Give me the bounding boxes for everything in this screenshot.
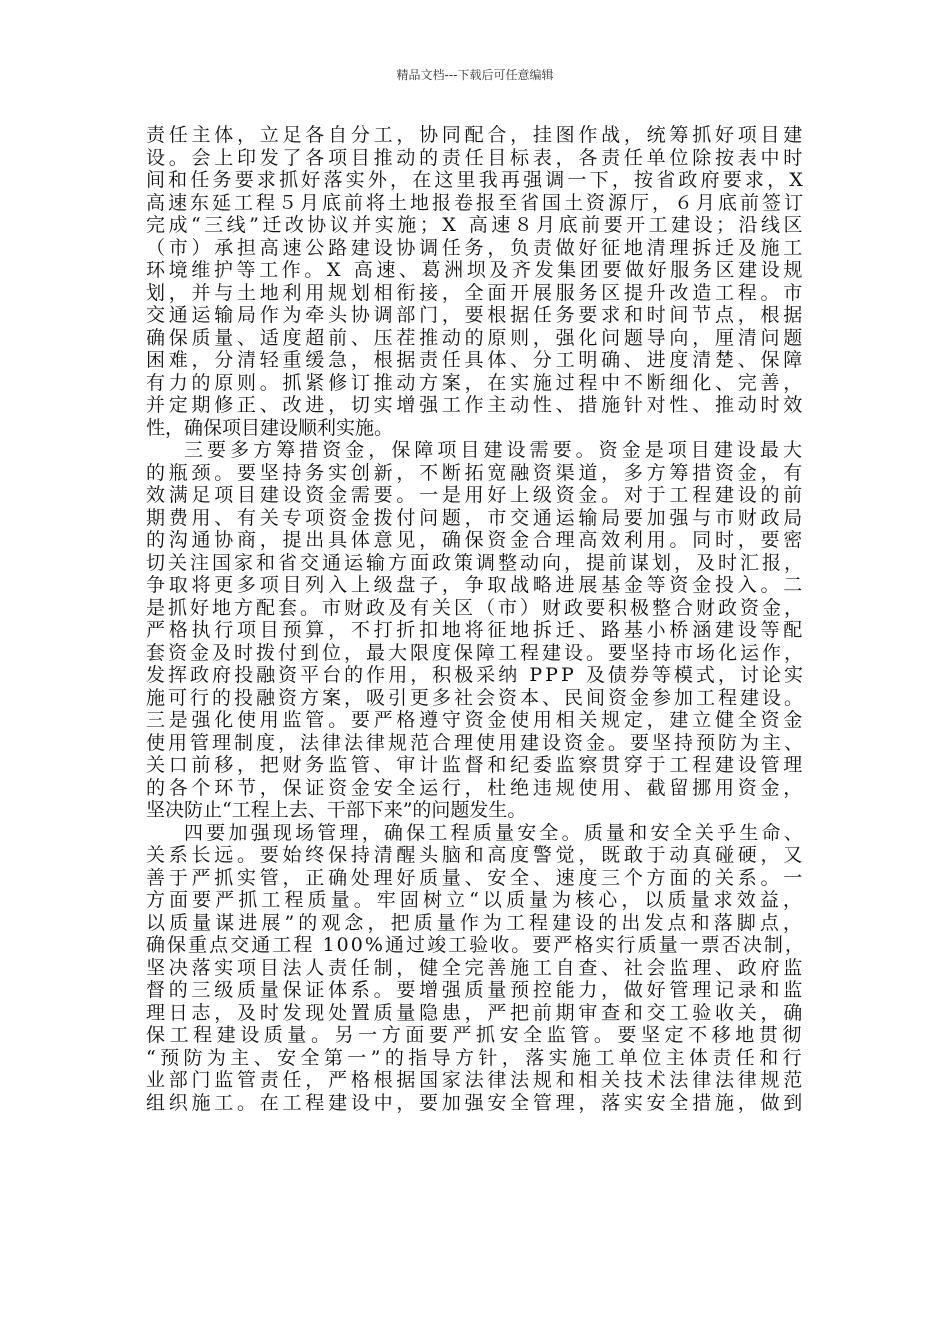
text-line: 确保重点交通工程 100%通过竣工验收。要严格实行质量一票否决制，	[146, 934, 806, 956]
text-line: 坚决防止“工程上去、干部下来”的问题发生。	[146, 799, 527, 821]
text-line: 善于严抓实管，正确处理好质量、安全、速度三个方面的关系。一	[146, 866, 806, 889]
text-line: 有力的原则。抓紧修订推动方案，在实施过程中不断细化、完善，	[146, 371, 806, 394]
text-line: 确保质量、适度超前、压茬推动的原则，强化问题导向，厘清问题	[146, 326, 806, 349]
text-line: 方面要严抓工程质量。牢固树立“以质量为核心，以质量求效益，	[146, 889, 806, 911]
text-line: 理日志，及时发现处置质量隐患，严把前期审查和交工验收关，确	[146, 1001, 806, 1024]
text-line: 关口前移，把财务监管、审计监督和纪委监察贯穿于工程建设管理	[146, 754, 806, 776]
page-header: 精品文档---下载后可任意编辑	[396, 68, 554, 82]
text-line: 间和任务要求抓好落实外，在这里我再强调一下，按省政府要求，X	[146, 169, 806, 191]
text-line: 关系长远。要始终保持清醒头脑和高度警觉，既敢于动真碰硬，又	[146, 844, 806, 866]
text-line: 三要多方筹措资金，保障项目建设需要。资金是项目建设最大	[184, 439, 806, 461]
text-line: “预防为主、安全第一”的指导方针，落实施工单位主体责任和行	[146, 1046, 806, 1069]
text-line: 完成“三线”迁改协议并实施；X 高速８月底前要开工建设；沿线区	[146, 214, 806, 236]
text-line: 并定期修正、改进，切实增强工作主动性、措施针对性、推动时效	[146, 394, 806, 416]
text-line: 的各个环节，保证资金安全运行，杜绝违规使用、截留挪用资金，	[146, 776, 806, 799]
text-line: 是抓好地方配套。市财政及有关区（市）财政要积极整合财政资金，	[146, 596, 806, 619]
text-line: 设。会上印发了各项目推动的责任目标表，各责任单位除按表中时	[146, 146, 806, 169]
text-line: 严格执行项目预算，不打折扣地将征地拆迁、路基小桥涵建设等配	[146, 619, 806, 641]
text-line: 交通运输局作为牵头协调部门，要根据任务要求和时间节点，根据	[146, 304, 806, 326]
text-line: 三是强化使用监管。要严格遵守资金使用相关规定，建立健全资金	[146, 709, 806, 731]
text-line: 业部门监管责任，严格根据国家法律法规和相关技术法律法律规范	[146, 1069, 806, 1091]
text-line: 套资金及时拨付到位，最大限度保障工程建设。要坚持市场化运作，	[146, 641, 806, 664]
text-line: 环境维护等工作。X 高速、葛洲坝及齐发集团要做好服务区建设规	[146, 259, 806, 281]
text-line: 四要加强现场管理，确保工程质量安全。质量和安全关乎生命、	[184, 821, 806, 844]
text-line: 切关注国家和省交通运输方面政策调整动向，提前谋划，及时汇报，	[146, 551, 806, 574]
text-line: 以质量谋进展”的观念，把质量作为工程建设的出发点和落脚点，	[146, 911, 806, 934]
document-body	[146, 124, 806, 1114]
text-line: 的沟通协商，提出具体意见，确保资金合理高效利用。同时，要密	[146, 529, 806, 551]
text-line: 使用管理制度，法律法律规范合理使用建设资金。要坚持预防为主、	[146, 731, 806, 754]
text-line: 督的三级质量保证体系。要增强质量预控能力，做好管理记录和监	[146, 979, 806, 1001]
text-line: 保工程建设质量。另一方面要严抓安全监管。要坚定不移地贯彻	[146, 1024, 806, 1046]
text-line: 的瓶颈。要坚持务实创新，不断拓宽融资渠道，多方筹措资金，有	[146, 461, 806, 484]
text-line: 坚决落实项目法人责任制，健全完善施工自查、社会监理、政府监	[146, 956, 806, 979]
text-line: 效满足项目建设资金需要。一是用好上级资金。对于工程建设的前	[146, 484, 806, 506]
text-line: 发挥政府投融资平台的作用，积极采纳 PPP 及债券等模式，讨论实	[146, 664, 806, 686]
text-line: 划，并与土地利用规划相衔接，全面开展服务区提升改造工程。市	[146, 281, 806, 304]
text-line: （市）承担高速公路建设协调任务，负责做好征地清理拆迁及施工	[146, 236, 806, 259]
text-line: 期费用、有关专项资金拨付问题，市交通运输局要加强与市财政局	[146, 506, 806, 529]
text-line: 施可行的投融资方案，吸引更多社会资本、民间资金参加工程建设。	[146, 686, 806, 709]
text-line: 争取将更多项目列入上级盘子，争取战略进展基金等资金投入。二	[146, 574, 806, 596]
text-line: 性，确保项目建设顺利实施。	[146, 416, 394, 439]
text-line: 责任主体，立足各自分工，协同配合，挂图作战，统筹抓好项目建	[146, 124, 806, 146]
text-line: 组织施工。在工程建设中，要加强安全管理，落实安全措施，做到	[146, 1091, 806, 1114]
text-line: 困难，分清轻重缓急，根据责任具体、分工明确、进度清楚、保障	[146, 349, 806, 371]
text-line: 高速东延工程５月底前将土地报卷报至省国土资源厅，６月底前签订	[146, 191, 806, 214]
